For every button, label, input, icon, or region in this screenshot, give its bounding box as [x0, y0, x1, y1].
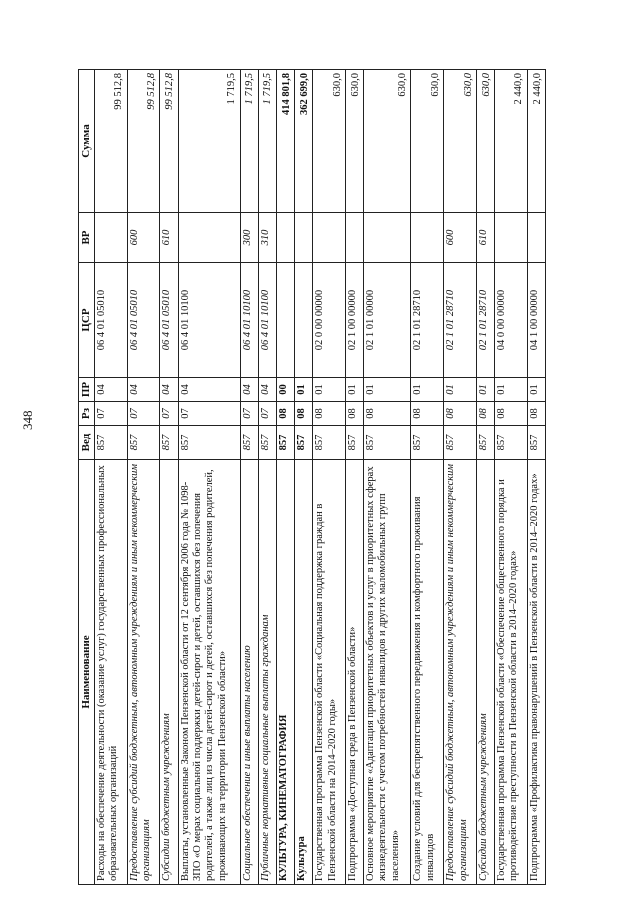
- cell-pr: 01: [345, 378, 363, 402]
- cell-sum: 1 719,5: [240, 70, 258, 213]
- cell-vr: [178, 213, 240, 263]
- cell-pr: 01: [476, 378, 494, 402]
- cell-ved: 857: [160, 426, 178, 460]
- cell-pr: 04: [258, 378, 276, 402]
- cell-ved: 857: [94, 426, 127, 460]
- cell-ved: 857: [127, 426, 160, 460]
- cell-pr: 01: [364, 378, 411, 402]
- cell-ved: 857: [411, 426, 444, 460]
- table-row: [294, 70, 312, 885]
- cell-sum: 414 801,8: [276, 70, 294, 213]
- cell-vr: 300: [240, 213, 258, 263]
- cell-rz: 07: [240, 402, 258, 426]
- cell-name: Создание условий для беспрепятственного передвижения и комфортного проживания инвалидов: [411, 460, 444, 885]
- cell-csr: 06 4 01 10100: [240, 263, 258, 378]
- cell-csr: 04 1 00 00000: [527, 263, 545, 378]
- page-number: 348: [20, 410, 35, 430]
- table-body: [94, 70, 545, 885]
- table-row: [127, 70, 160, 885]
- table-row: [345, 70, 363, 885]
- table-row: [94, 70, 127, 885]
- cell-pr: 04: [94, 378, 127, 402]
- cell-sum: 1 719,5: [258, 70, 276, 213]
- table-row: [495, 70, 528, 885]
- cell-csr: 06 4 01 10100: [258, 263, 276, 378]
- header-sum: Сумма: [79, 70, 95, 213]
- cell-rz: 08: [294, 402, 312, 426]
- cell-csr: [294, 263, 312, 378]
- cell-ved: 857: [240, 426, 258, 460]
- cell-sum: 362 699,0: [294, 70, 312, 213]
- cell-name: Подпрограмма «Профилактика правонарушений в Пензенской области в 2014–2020 годах»: [527, 460, 545, 885]
- cell-rz: 07: [160, 402, 178, 426]
- cell-ved: 857: [345, 426, 363, 460]
- cell-pr: 04: [127, 378, 160, 402]
- cell-csr: 02 1 01 00000: [364, 263, 411, 378]
- cell-vr: [411, 213, 444, 263]
- cell-sum: 2 440,0: [527, 70, 545, 213]
- cell-pr: 01: [294, 378, 312, 402]
- table-row: [276, 70, 294, 885]
- cell-rz: 08: [345, 402, 363, 426]
- header-pr: ПР: [79, 378, 95, 402]
- cell-ved: 857: [495, 426, 528, 460]
- cell-name: Культура: [294, 460, 312, 885]
- cell-rz: 08: [364, 402, 411, 426]
- cell-vr: [294, 213, 312, 263]
- cell-csr: 06 4 01 05010: [160, 263, 178, 378]
- header-row: [79, 70, 95, 885]
- cell-ved: 857: [178, 426, 240, 460]
- cell-vr: [313, 213, 346, 263]
- cell-name: Подпрограмма «Доступная среда в Пензенской области»: [345, 460, 363, 885]
- cell-rz: 08: [527, 402, 545, 426]
- cell-rz: 07: [258, 402, 276, 426]
- header-name: Наименование: [79, 460, 95, 885]
- header-ved: Вед: [79, 426, 95, 460]
- cell-name: КУЛЬТУРА, КИНЕМАТОГРАФИЯ: [276, 460, 294, 885]
- cell-csr: 06 4 01 05010: [127, 263, 160, 378]
- cell-name: Социальное обеспечение и иные выплаты населению: [240, 460, 258, 885]
- cell-ved: 857: [444, 426, 477, 460]
- cell-vr: [527, 213, 545, 263]
- header-csr: ЦСР: [79, 263, 95, 378]
- table-row: [476, 70, 494, 885]
- cell-sum: 99 512,8: [94, 70, 127, 213]
- cell-vr: [345, 213, 363, 263]
- cell-sum: 630,0: [476, 70, 494, 213]
- cell-csr: 02 1 01 28710: [411, 263, 444, 378]
- cell-name: Субсидии бюджетным учреждениям: [160, 460, 178, 885]
- cell-vr: [276, 213, 294, 263]
- cell-vr: 610: [476, 213, 494, 263]
- cell-csr: 02 1 01 28710: [476, 263, 494, 378]
- cell-ved: 857: [294, 426, 312, 460]
- budget-table: [78, 69, 546, 885]
- cell-ved: 857: [276, 426, 294, 460]
- cell-sum: 630,0: [364, 70, 411, 213]
- cell-name: Предоставление субсидий бюджетным, автономным учреждениям и иным некоммерческим организациям: [127, 460, 160, 885]
- rotated-table-wrapper: [78, 70, 546, 885]
- cell-name: Государственная программа Пензенской области «Социальная поддержка граждан в Пензенской области на 2014–2020 годы»: [313, 460, 346, 885]
- cell-rz: 08: [495, 402, 528, 426]
- cell-vr: [364, 213, 411, 263]
- table-row: [178, 70, 240, 885]
- cell-pr: 01: [411, 378, 444, 402]
- table-row: [364, 70, 411, 885]
- cell-vr: 310: [258, 213, 276, 263]
- cell-name: Публичные нормативные социальные выплаты гражданам: [258, 460, 276, 885]
- table-row: [313, 70, 346, 885]
- table-row: [258, 70, 276, 885]
- table-row: [160, 70, 178, 885]
- cell-sum: 630,0: [313, 70, 346, 213]
- header-rz: Рз: [79, 402, 95, 426]
- cell-vr: 610: [160, 213, 178, 263]
- cell-csr: [276, 263, 294, 378]
- cell-pr: 04: [178, 378, 240, 402]
- cell-rz: 07: [127, 402, 160, 426]
- cell-sum: 2 440,0: [495, 70, 528, 213]
- cell-pr: 01: [527, 378, 545, 402]
- cell-rz: 08: [411, 402, 444, 426]
- table-row: [411, 70, 444, 885]
- cell-name: Государственная программа Пензенской области «Обеспечение общественного порядка и противодействие преступности в Пензенской области в 2014–2020 годах»: [495, 460, 528, 885]
- cell-name: Предоставление субсидий бюджетным, автономным учреждениям и иным некоммерческим организациям: [444, 460, 477, 885]
- table-row: [240, 70, 258, 885]
- cell-pr: 01: [495, 378, 528, 402]
- cell-sum: 99 512,8: [127, 70, 160, 213]
- cell-csr: 06 4 01 10100: [178, 263, 240, 378]
- cell-csr: 02 0 00 00000: [313, 263, 346, 378]
- cell-rz: 08: [476, 402, 494, 426]
- cell-csr: 06 4 01 05010: [94, 263, 127, 378]
- cell-name: Выплаты, установленные Законом Пензенской области от 12 сентября 2006 года № 1098-ЗПО «О мерах социальной поддержки детей-сирот и детей, оставшихся без попечения родителей, а также лиц из числа детей-сирот и детей, оставшихся без попечения родителей, проживающих на территории Пензенской области»: [178, 460, 240, 885]
- cell-rz: 08: [313, 402, 346, 426]
- table-row: [444, 70, 477, 885]
- cell-sum: 630,0: [444, 70, 477, 213]
- cell-pr: 01: [313, 378, 346, 402]
- cell-name: Основное мероприятие «Адаптация приоритетных объектов и услуг в приоритетных сферах жизнедеятельности с учетом потребностей инвалидов и других маломобильных групп населения»: [364, 460, 411, 885]
- cell-csr: 02 1 00 00000: [345, 263, 363, 378]
- cell-pr: 00: [276, 378, 294, 402]
- cell-rz: 07: [94, 402, 127, 426]
- table-row: [527, 70, 545, 885]
- cell-pr: 04: [160, 378, 178, 402]
- cell-vr: [94, 213, 127, 263]
- cell-sum: 630,0: [345, 70, 363, 213]
- cell-vr: [495, 213, 528, 263]
- cell-rz: 08: [276, 402, 294, 426]
- cell-rz: 07: [178, 402, 240, 426]
- cell-vr: 600: [444, 213, 477, 263]
- cell-sum: 630,0: [411, 70, 444, 213]
- cell-name: Расходы на обеспечение деятельности (оказание услуг) государственных профессиональных образовательных организаций: [94, 460, 127, 885]
- cell-sum: 99 512,8: [160, 70, 178, 213]
- cell-ved: 857: [258, 426, 276, 460]
- cell-ved: 857: [527, 426, 545, 460]
- cell-csr: 04 0 00 00000: [495, 263, 528, 378]
- cell-name: Субсидии бюджетным учреждениям: [476, 460, 494, 885]
- header-vr: ВР: [79, 213, 95, 263]
- cell-rz: 08: [444, 402, 477, 426]
- cell-csr: 02 1 01 28710: [444, 263, 477, 378]
- cell-ved: 857: [364, 426, 411, 460]
- cell-pr: 04: [240, 378, 258, 402]
- cell-pr: 01: [444, 378, 477, 402]
- cell-vr: 600: [127, 213, 160, 263]
- cell-sum: 1 719,5: [178, 70, 240, 213]
- cell-ved: 857: [313, 426, 346, 460]
- cell-ved: 857: [476, 426, 494, 460]
